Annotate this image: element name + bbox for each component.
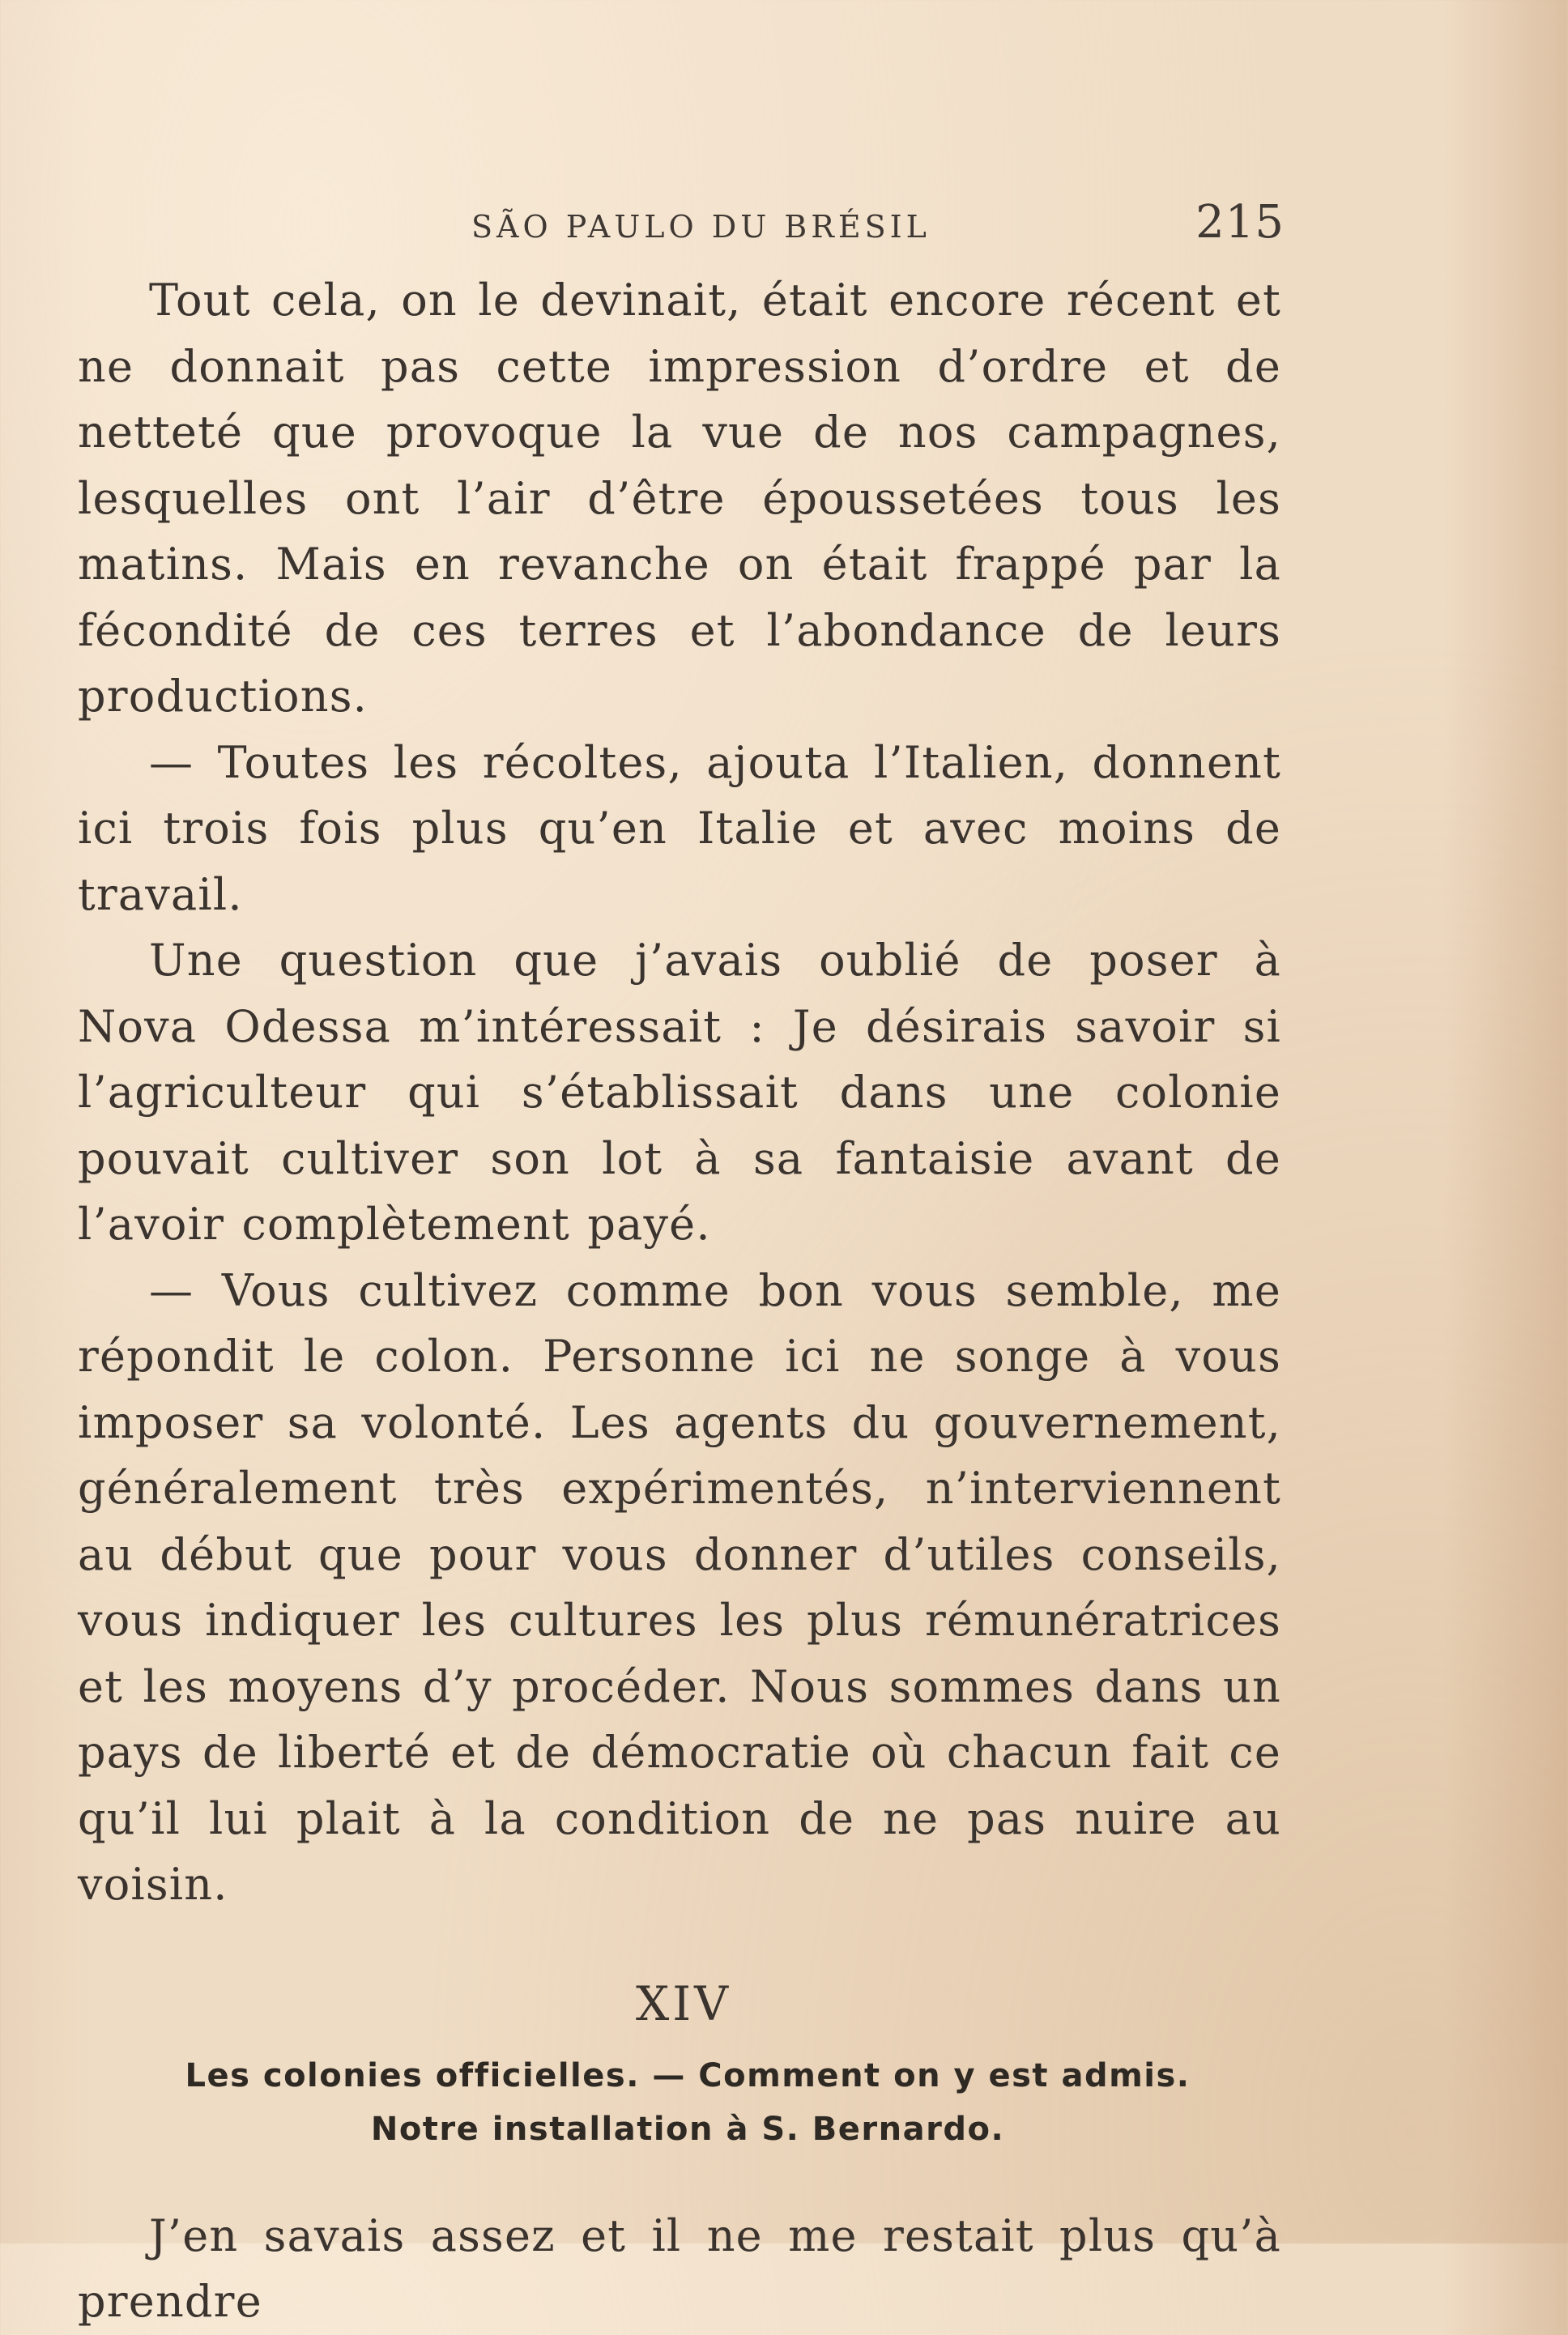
paragraph: — Vous cultivez comme bon vous semble, me répondit le colon. Personne ici ne songe à vous imposer sa volonté. Les agents du gouvernement, généralement très expérimentés, n’interviennent au début que pour vous donner d’utiles conseils, vous indiquer les cultures les plus rémunératrices et les moyens d’y procéder. Nous sommes dans un pays de liberté et de démocratie où chacun fait ce qu’il lui plait à la condition de ne pas nuire au voisin. — [78, 1264, 1281, 1910]
chapter-subtitle — [78, 2049, 1281, 2156]
page-number: 215 — [1195, 196, 1285, 249]
body-text — [78, 2203, 1281, 2335]
paragraph: Tout cela, on le devinait, était encore récent et ne donnait pas cette impression d’ordre et de netteté que provoque la vue de nos campagnes, lesquelles ont l’air d’être époussetées tous les matins. Mais en revanche on était frappé par la fécondité de ces terres et l’abondance de leurs productions. — [78, 275, 1281, 722]
paragraph: Une question que j’avais oublié de poser à Nova Odessa m’intéressait : Je désirais savoir si l’agriculteur qui s’établissait dans une colonie pouvait cultiver son lot à sa fantaisie avant de l’avoir complètement payé. — [78, 935, 1281, 1250]
running-title: SÃO PAULO DU BRÉSIL — [471, 209, 931, 245]
body-text — [78, 267, 1281, 1918]
chapter-subtitle-line: Les colonies officielles. — Comment on y est admis. — [185, 2056, 1191, 2094]
chapter-number: XIV — [635, 1975, 732, 2031]
chapter-subtitle-line: Notre installation à S. Bernardo. — [370, 2110, 1005, 2148]
book-page — [78, 194, 1285, 2335]
paragraph: — Toutes les récoltes, ajouta l’Italien, donnent ici trois fois plus qu’en Italie et avec moins de travail. — [78, 736, 1281, 920]
running-head — [78, 194, 1285, 267]
paragraph: J’en savais assez et il ne me restait plus qu’à prendre — [78, 2209, 1281, 2327]
